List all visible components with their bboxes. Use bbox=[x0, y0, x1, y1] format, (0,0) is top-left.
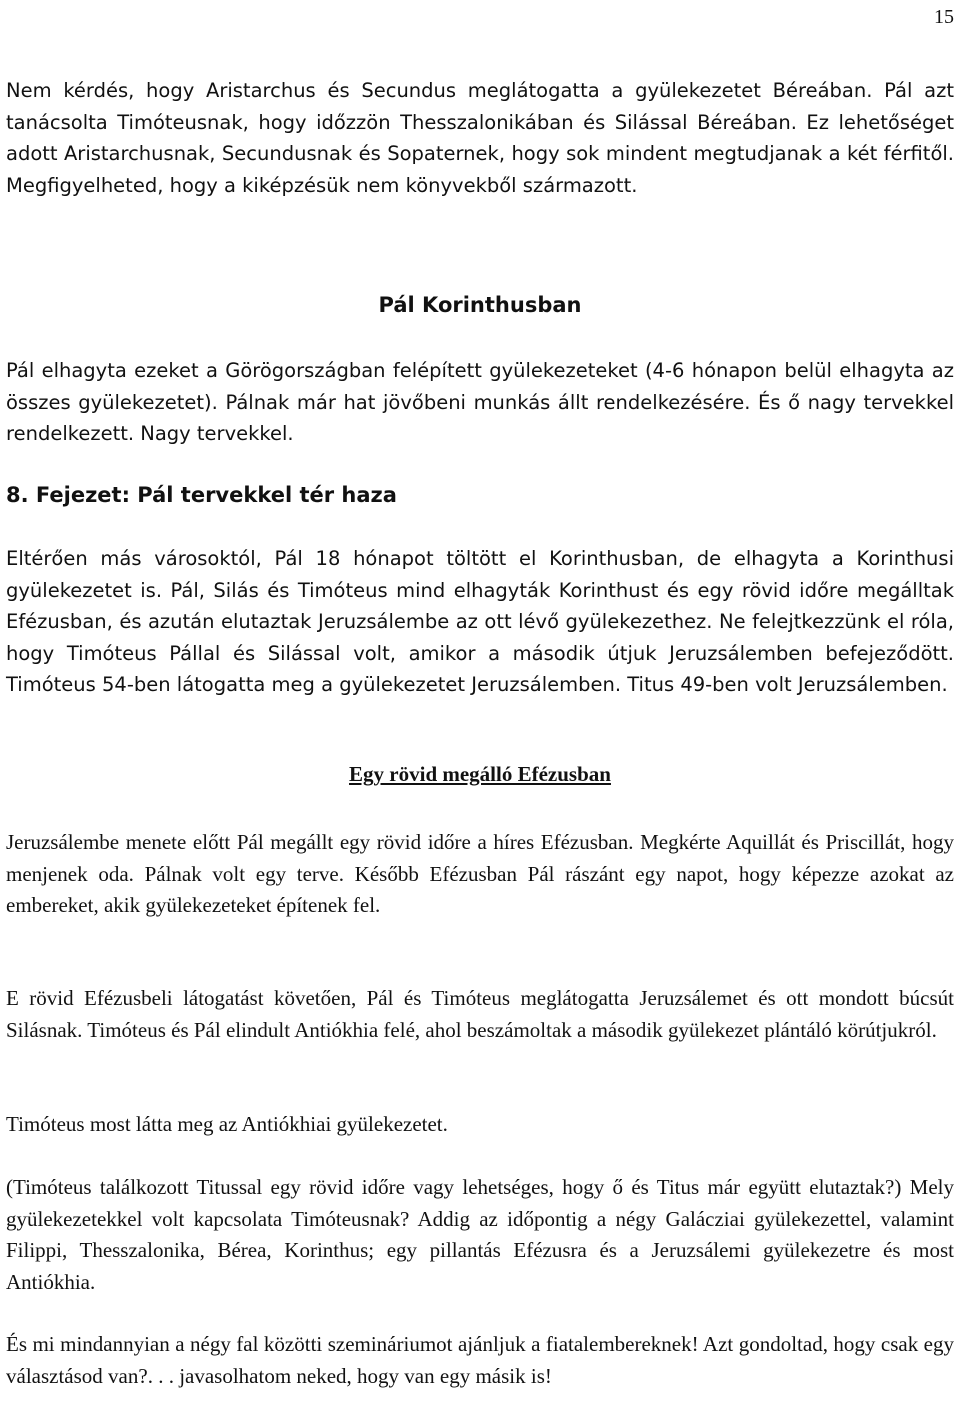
chapter-heading: 8. Fejezet: Pál tervekkel tér haza bbox=[6, 483, 397, 507]
antiokhia-paragraph: Timóteus most látta meg az Antiókhiai gyülekezetet. bbox=[6, 1112, 448, 1136]
intro-paragraph: Nem kérdés, hogy Aristarchus és Secundus meglátogatta a gyülekezetet Béreában. Pál azt tanácsolta Timóteusnak, hogy időzzön Thesszalonikában és Silással Béreában. Ez lehetőséget adott Aristarchusnak, Secundusnak és Sopaternek, hogy sok mindent megtudjanak a két férfitől. Megfigyelheted, hogy a kiképzésük nem könyvekből származott. bbox=[6, 79, 954, 197]
closing-paragraph: És mi mindannyian a négy fal közötti szemináriumot ajánljuk a fiatalembereknek! Azt gondoltad, hogy csak egy választásod van?. . . javasolhatom neked, hogy van egy másik is! bbox=[6, 1332, 954, 1388]
korinthus-paragraph: Pál elhagyta ezeket a Görögországban felépített gyülekezeteket (4-6 hónapon belül elhagyta az összes gyülekezetet). Pálnak már hat jövőbeni munkás állt rendelkezésére. És ő nagy tervekkel rendelkezett. Nagy tervekkel. bbox=[6, 359, 954, 445]
chapter-paragraph: Eltérően más városoktól, Pál 18 hónapot töltött el Korinthusban, de elhagyta a Korinthusi gyülekezetet is. Pál, Silás és Timóteus mind elhagyták Korinthust és egy rövid időre megálltak Efézusban, és azután elutaztak Jeruzsálembe az ott lévő gyülekezethez. Ne felejtkezzünk el róla, hogy Timóteus Pállal és Silással volt, amikor a második útjuk Jeruzsálemben befejeződött. Timóteus 54-ben látogatta meg a gyülekezetet Jeruzsálemben. Titus 49-ben volt Jeruzsálemben. bbox=[6, 547, 954, 696]
section-heading-pal-korinthusban: Pál Korinthusban bbox=[378, 293, 582, 317]
page-number: 15 bbox=[934, 6, 954, 28]
section-heading-efezus: Egy rövid megálló Efézusban bbox=[349, 762, 611, 786]
titus-paragraph: (Timóteus találkozott Titussal egy rövid időre vagy lehetséges, hogy ő és Titus már együtt elutaztak?) Mely gyülekezetekkel volt kapcsolata Timóteusnak? Addig az időpontig a négy Galácziai gyülekezettel, valamint Filippi, Thesszalonika, Bérea, Korinthus; egy pillantás Efézusra és a Jeruzsálemi gyülekezetre és most Antiókhia. bbox=[6, 1175, 954, 1294]
jeruzsalem-paragraph: E rövid Efézusbeli látogatást követően, Pál és Timóteus meglátogatta Jeruzsálemet és ott mondott búcsút Silásnak. Timóteus és Pál elindult Antiókhia felé, ahol beszámoltak a második gyülekezet plántáló körútjukról. bbox=[6, 986, 954, 1042]
efezus-paragraph: Jeruzsálembe menete előtt Pál megállt egy rövid időre a híres Efézusban. Megkérte Aquillát és Priscillát, hogy menjenek oda. Pálnak volt egy terve. Később Efézusban Pál rászánt egy napot, hogy képezze azokat az embereket, akik gyülekezeteket építenek fel. bbox=[6, 830, 954, 917]
